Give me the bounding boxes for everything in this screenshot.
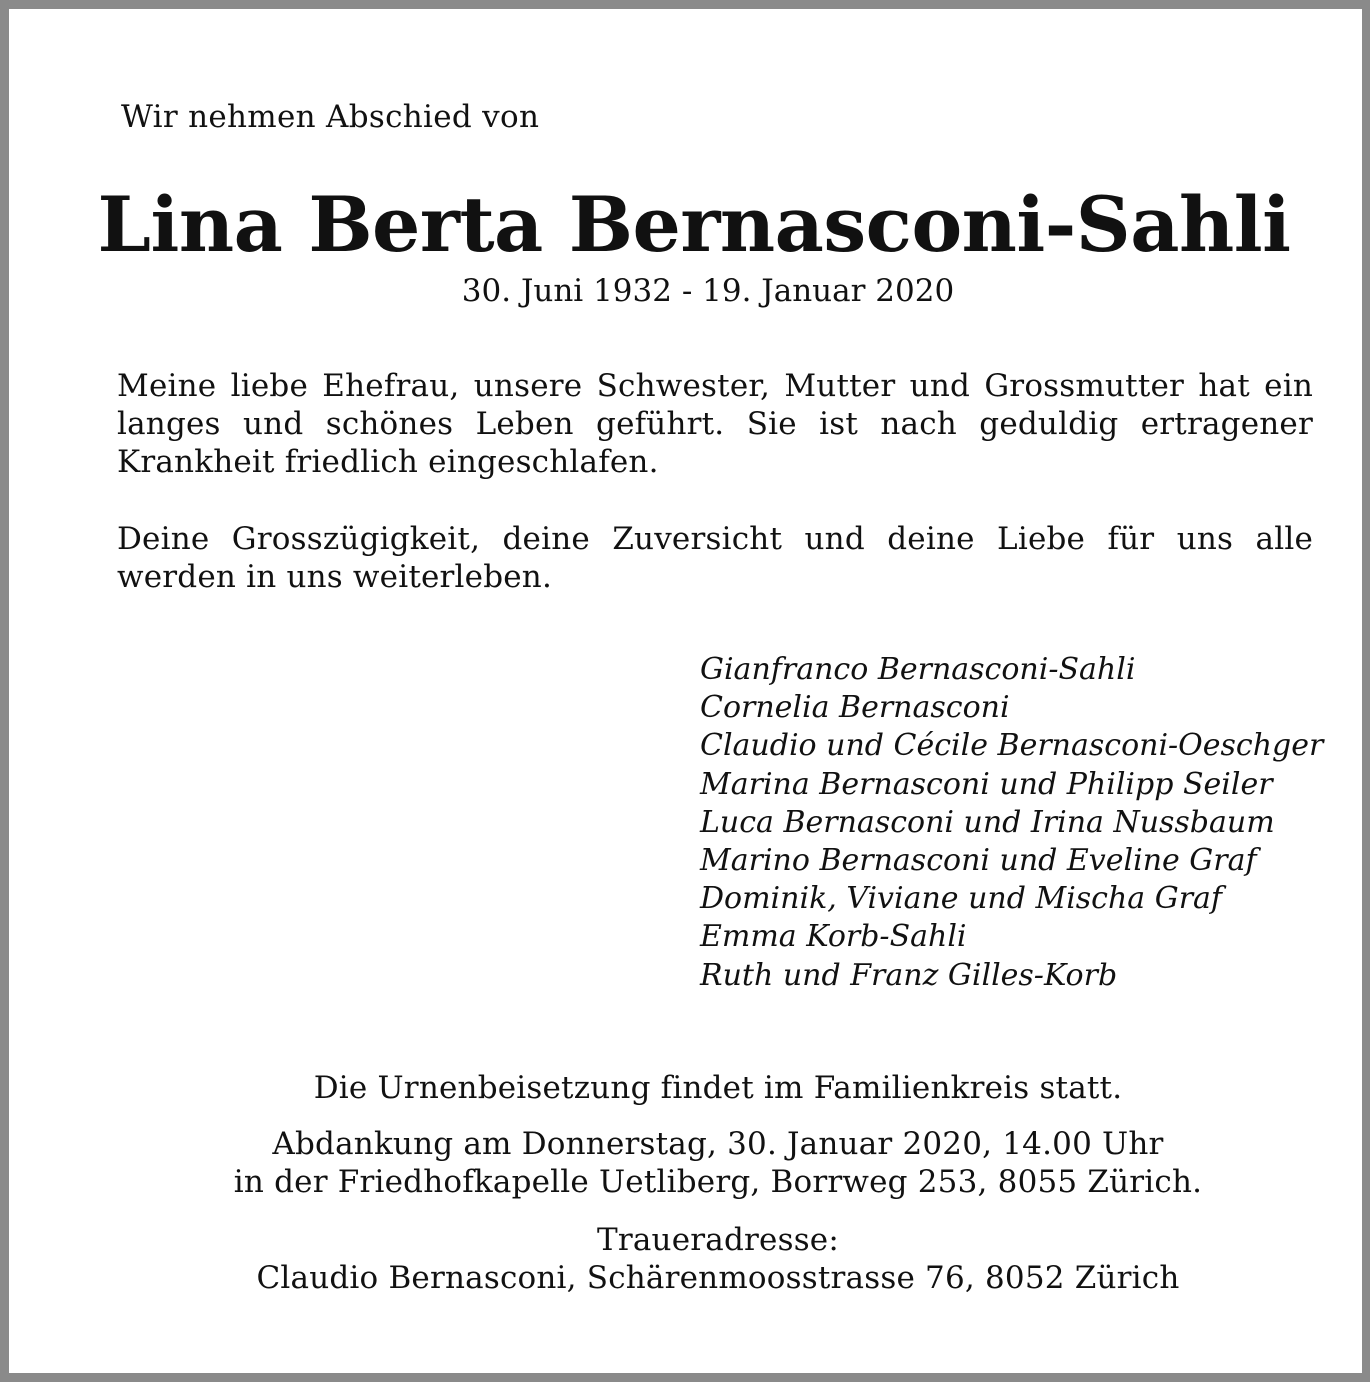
- mourning-address: Claudio Bernasconi, Schärenmoosstrasse 76, 8052 Zürich: [256, 1260, 1180, 1296]
- mourner-name: Cornelia Bernasconi: [700, 690, 1010, 726]
- deceased-name: Lina Berta Bernasconi-Sahli: [97, 180, 1291, 269]
- tribute-paragraph-2: Deine Grosszügigkeit, deine Zuversicht und deine Liebe für uns alle werden in uns weiterleben.: [117, 521, 1313, 595]
- life-dates: 30. Juni 1932 - 19. Januar 2020: [461, 273, 955, 309]
- urn-burial-note: Die Urnenbeisetzung findet im Familienkreis statt.: [313, 1070, 1123, 1106]
- tribute-paragraph-1: Meine liebe Ehefrau, unsere Schwester, Mutter und Grossmutter hat ein langes und schönes Leben geführt. Sie ist nach geduldig ertragener Krankheit friedlich eingeschlafen.: [117, 368, 1313, 480]
- mourning-address-label: Traueradresse:: [596, 1222, 839, 1258]
- mourner-name: Dominik, Viviane und Mischa Graf: [700, 881, 1223, 917]
- mourner-name: Ruth und Franz Gilles-Korb: [700, 957, 1118, 993]
- memorial-service-location: in der Friedhofkapelle Uetliberg, Borrweg 253, 8055 Zürich.: [233, 1164, 1203, 1200]
- intro-line: Wir nehmen Abschied von: [121, 99, 540, 135]
- mourner-name: Emma Korb-Sahli: [700, 919, 967, 955]
- mourner-name: Luca Bernasconi und Irina Nussbaum: [700, 804, 1275, 840]
- mourner-name: Gianfranco Bernasconi-Sahli: [700, 652, 1136, 687]
- mourner-name: Marino Bernasconi und Eveline Graf: [700, 843, 1257, 879]
- mourners-list: [700, 651, 1360, 995]
- mourner-name: Marina Bernasconi und Philipp Seiler: [700, 766, 1273, 802]
- memorial-service-date: Abdankung am Donnerstag, 30. Januar 2020, 14.00 Uhr: [272, 1126, 1164, 1162]
- mourner-name: Claudio und Cécile Bernasconi-Oeschger: [700, 728, 1324, 764]
